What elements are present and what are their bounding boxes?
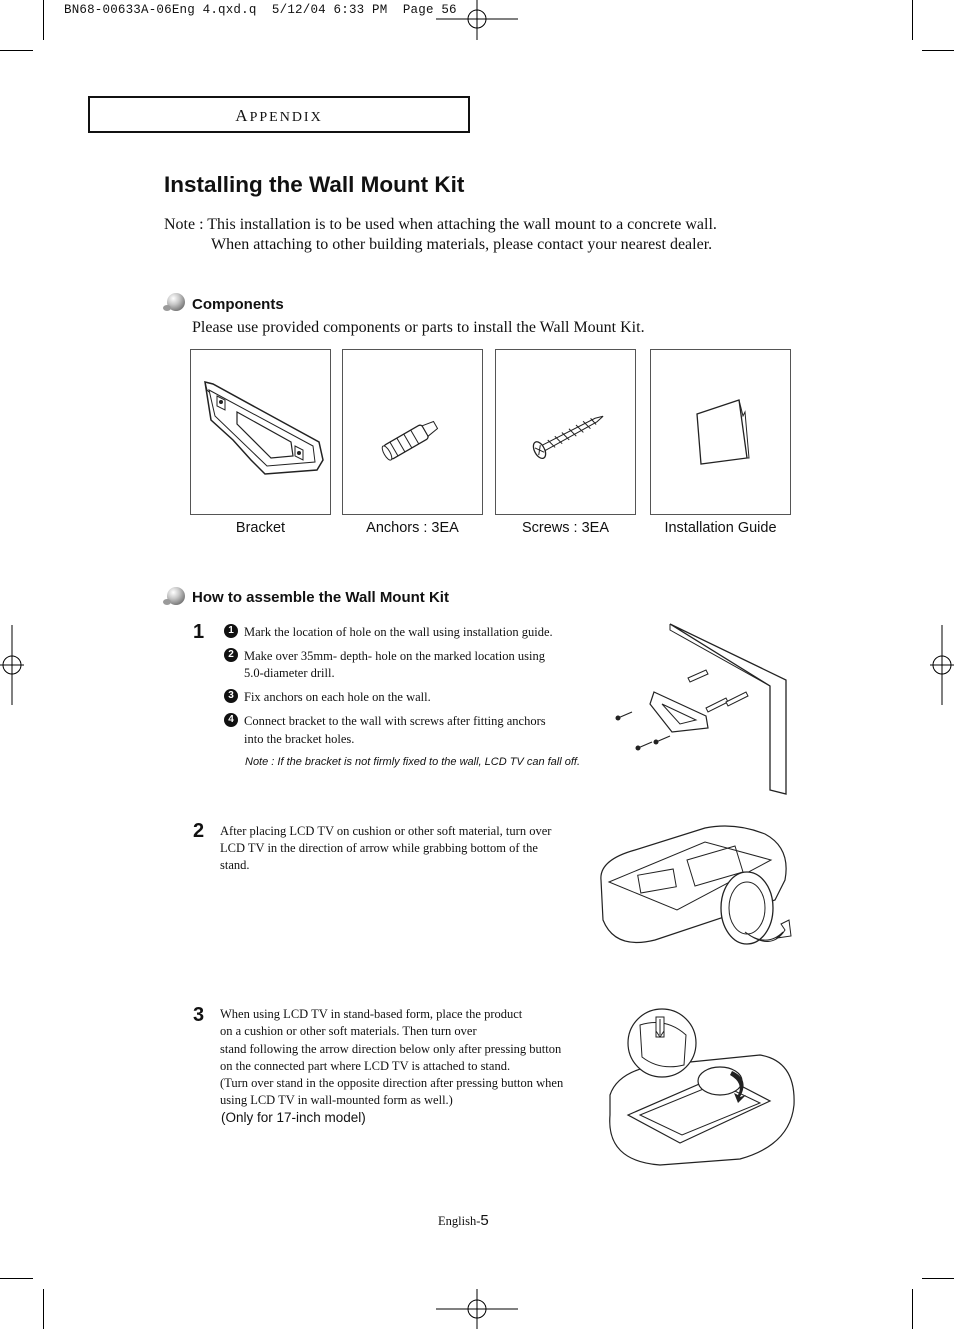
page-footer (438, 1212, 489, 1230)
stand-turnover-illustration (600, 1005, 800, 1170)
step-text: using LCD TV in wall-mounted form as well.) (220, 1093, 453, 1107)
note-line-1: Note : This installation is to be used when attaching the wall mount to a concrete wall. (164, 216, 717, 233)
substep-text: Connect bracket to the wall with screws after fitting anchors (244, 714, 546, 728)
components-heading: Components (192, 296, 284, 313)
substep-text: 5.0-diameter drill. (244, 666, 335, 680)
component-card-screws (495, 349, 636, 515)
section-bullet-icon (167, 293, 185, 311)
bracket-icon (191, 350, 332, 516)
step-number: 2 (193, 820, 205, 842)
step-note: Note : If the bracket is not firmly fixed to the wall, LCD TV can fall off. (245, 756, 581, 768)
crop-mark (0, 1278, 33, 1279)
section-bullet-icon (167, 587, 185, 605)
registration-mark-icon (436, 1289, 518, 1329)
registration-mark-icon (0, 625, 24, 705)
tv-turnover-illustration (595, 820, 795, 965)
substep-text: Make over 35mm- depth- hole on the marked location using (244, 649, 545, 663)
component-label-anchors: Anchors : 3EA (366, 520, 459, 536)
page-number: 5 (480, 1212, 489, 1229)
substep-marker: 3 (224, 689, 238, 703)
substep-marker: 2 (224, 648, 238, 662)
screw-icon (496, 350, 637, 516)
substep-text: Mark the location of hole on the wall using installation guide. (244, 625, 553, 639)
substep-text: into the bracket holes. (244, 732, 355, 746)
step-text: stand. (220, 858, 250, 872)
crop-mark (912, 1289, 913, 1329)
step-text: stand following the arrow direction below only after pressing button (220, 1042, 562, 1056)
page-title: Installing the Wall Mount Kit (164, 172, 465, 197)
substep-marker: 4 (224, 713, 238, 727)
crop-mark (43, 1289, 44, 1329)
substep-marker: 1 (224, 624, 238, 638)
component-card-guide (650, 349, 791, 515)
step-text: After placing LCD TV on cushion or other soft material, turn over (220, 824, 552, 838)
component-label-bracket: Bracket (235, 520, 286, 536)
component-card-anchors (342, 349, 483, 515)
step-text: on a cushion or other soft materials. Then turn over (220, 1024, 477, 1038)
component-label-guide: Installation Guide (664, 520, 777, 536)
wall-mount-illustration (610, 620, 790, 798)
footer-language: English- (438, 1214, 481, 1228)
component-label-screws: Screws : 3EA (521, 520, 610, 536)
assemble-heading: How to assemble the Wall Mount Kit (192, 589, 449, 606)
registration-mark-icon (930, 625, 954, 705)
step-text: on the connected part where LCD TV is attached to stand. (220, 1059, 511, 1073)
anchor-icon (343, 350, 484, 516)
step-number: 1 (193, 621, 205, 643)
crop-mark (912, 0, 913, 40)
section-rest: PPENDIX (249, 110, 323, 125)
step-text: LCD TV in the direction of arrow while grabbing bottom of the (220, 841, 538, 855)
section-header (88, 96, 470, 133)
crop-mark (922, 50, 954, 51)
step-number: 3 (193, 1004, 205, 1026)
crop-mark (43, 0, 44, 40)
components-intro: Please use provided components or parts to install the Wall Mount Kit. (192, 319, 645, 336)
step-text: (Turn over stand in the opposite direction after pressing button when (220, 1076, 564, 1090)
substep-text: Fix anchors on each hole on the wall. (244, 690, 431, 704)
guide-sheet-icon (651, 350, 792, 516)
component-card-bracket (190, 349, 331, 515)
crop-mark (0, 50, 33, 51)
model-note: (Only for 17-inch model) (221, 1110, 366, 1125)
print-metadata: BN68-00633A-06Eng 4.qxd.q 5/12/04 6:33 PM Page 56 (64, 3, 457, 17)
note-line-2: When attaching to other building materials, please contact your nearest dealer. (211, 236, 713, 253)
crop-mark (922, 1278, 954, 1279)
step-text: When using LCD TV in stand-based form, place the product (220, 1007, 523, 1021)
section-initial: A (235, 106, 250, 125)
